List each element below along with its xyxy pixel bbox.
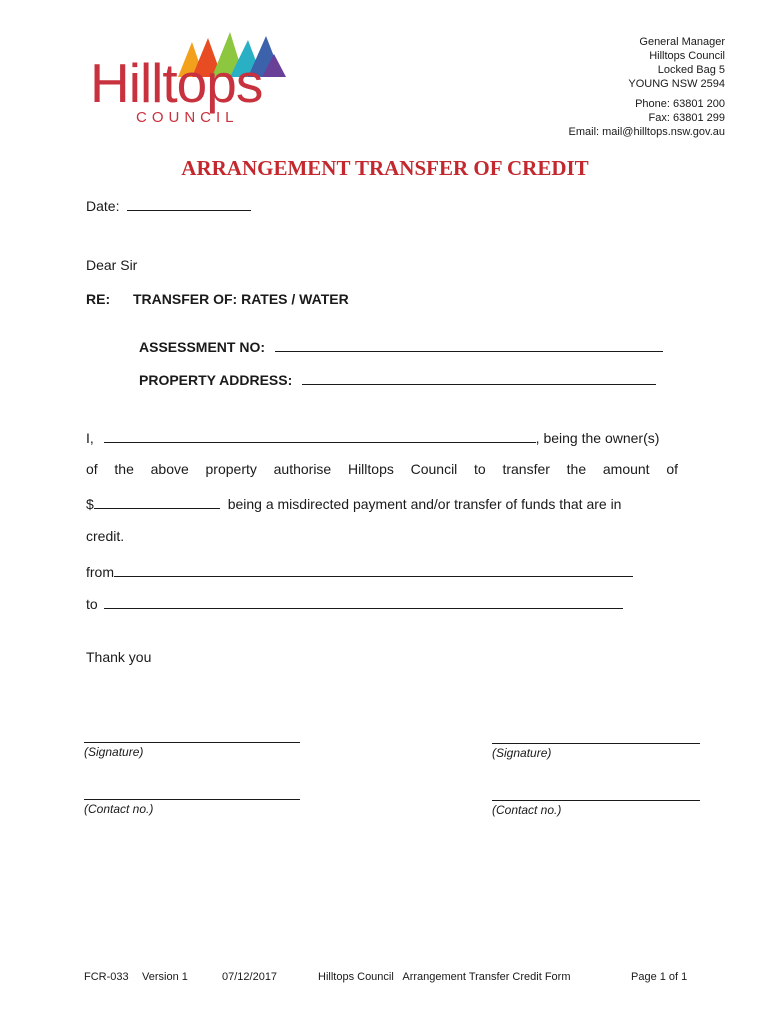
contact-line: General Manager [639, 36, 725, 48]
assessment-row [139, 337, 663, 355]
date-row [86, 196, 251, 214]
authorise-line: of the above property authorise Hilltops Council to transfer the amount of [86, 461, 678, 477]
to-row [86, 594, 623, 612]
owner-prefix: I, [86, 430, 94, 446]
to-label: to [86, 596, 98, 612]
date-label: Date: [86, 198, 120, 214]
date-field[interactable] [127, 196, 251, 211]
contact-line-right[interactable] [492, 800, 700, 801]
signature-line-left[interactable] [84, 742, 300, 743]
amount-field[interactable] [94, 494, 220, 509]
contact-email: Email: mail@hilltops.nsw.gov.au [568, 126, 725, 138]
property-label: PROPERTY ADDRESS: [139, 372, 293, 388]
amount-suffix: being a misdirected payment and/or transfer of funds that are in [227, 496, 622, 512]
re-text: TRANSFER OF: RATES / WATER [133, 291, 349, 307]
from-field[interactable] [114, 562, 633, 577]
contact-line: YOUNG NSW 2594 [628, 78, 725, 90]
owner-row [86, 428, 659, 446]
contact-line-left[interactable] [84, 799, 300, 800]
assessment-label: ASSESSMENT NO: [139, 339, 266, 355]
contact-label-right: (Contact no.) [492, 803, 562, 817]
thanks-text: Thank you [86, 649, 152, 665]
from-row [86, 562, 633, 580]
footer-version: Version 1 [142, 971, 188, 983]
amount-row [86, 494, 621, 512]
contact-block [569, 35, 725, 139]
contact-line: Locked Bag 5 [657, 64, 725, 76]
contact-label-left: (Contact no.) [84, 802, 154, 816]
credit-line: credit. [86, 528, 125, 544]
signature-label-right: (Signature) [492, 746, 552, 760]
logo-wordmark: Hilltops [90, 52, 263, 114]
footer-code: FCR-033 [84, 971, 129, 983]
dollar-sign: $ [86, 496, 94, 512]
hilltops-logo [86, 32, 291, 132]
signature-label-left: (Signature) [84, 745, 144, 759]
signature-line-right[interactable] [492, 743, 700, 744]
contact-line: Hilltops Council [649, 50, 725, 62]
owner-name-field[interactable] [104, 428, 536, 443]
contact-phone: Phone: 63801 200 [635, 98, 725, 110]
contact-fax: Fax: 63801 299 [648, 112, 725, 124]
footer-date: 07/12/2017 [222, 971, 278, 983]
document-title: ARRANGEMENT TRANSFER OF CREDIT [181, 156, 589, 180]
re-label: RE: [86, 291, 111, 307]
assessment-field[interactable] [275, 337, 663, 352]
from-label: from [86, 564, 114, 580]
to-field[interactable] [104, 594, 623, 609]
property-row [139, 370, 656, 388]
owner-suffix: , being the owner(s) [535, 430, 660, 446]
footer-page: Page 1 of 1 [631, 971, 688, 983]
logo-subtitle: COUNCIL [136, 109, 239, 126]
salutation: Dear Sir [86, 257, 138, 273]
property-address-field[interactable] [302, 370, 656, 385]
footer-title: Hilltops Council Arrangement Transfer Credit Form [318, 971, 571, 983]
